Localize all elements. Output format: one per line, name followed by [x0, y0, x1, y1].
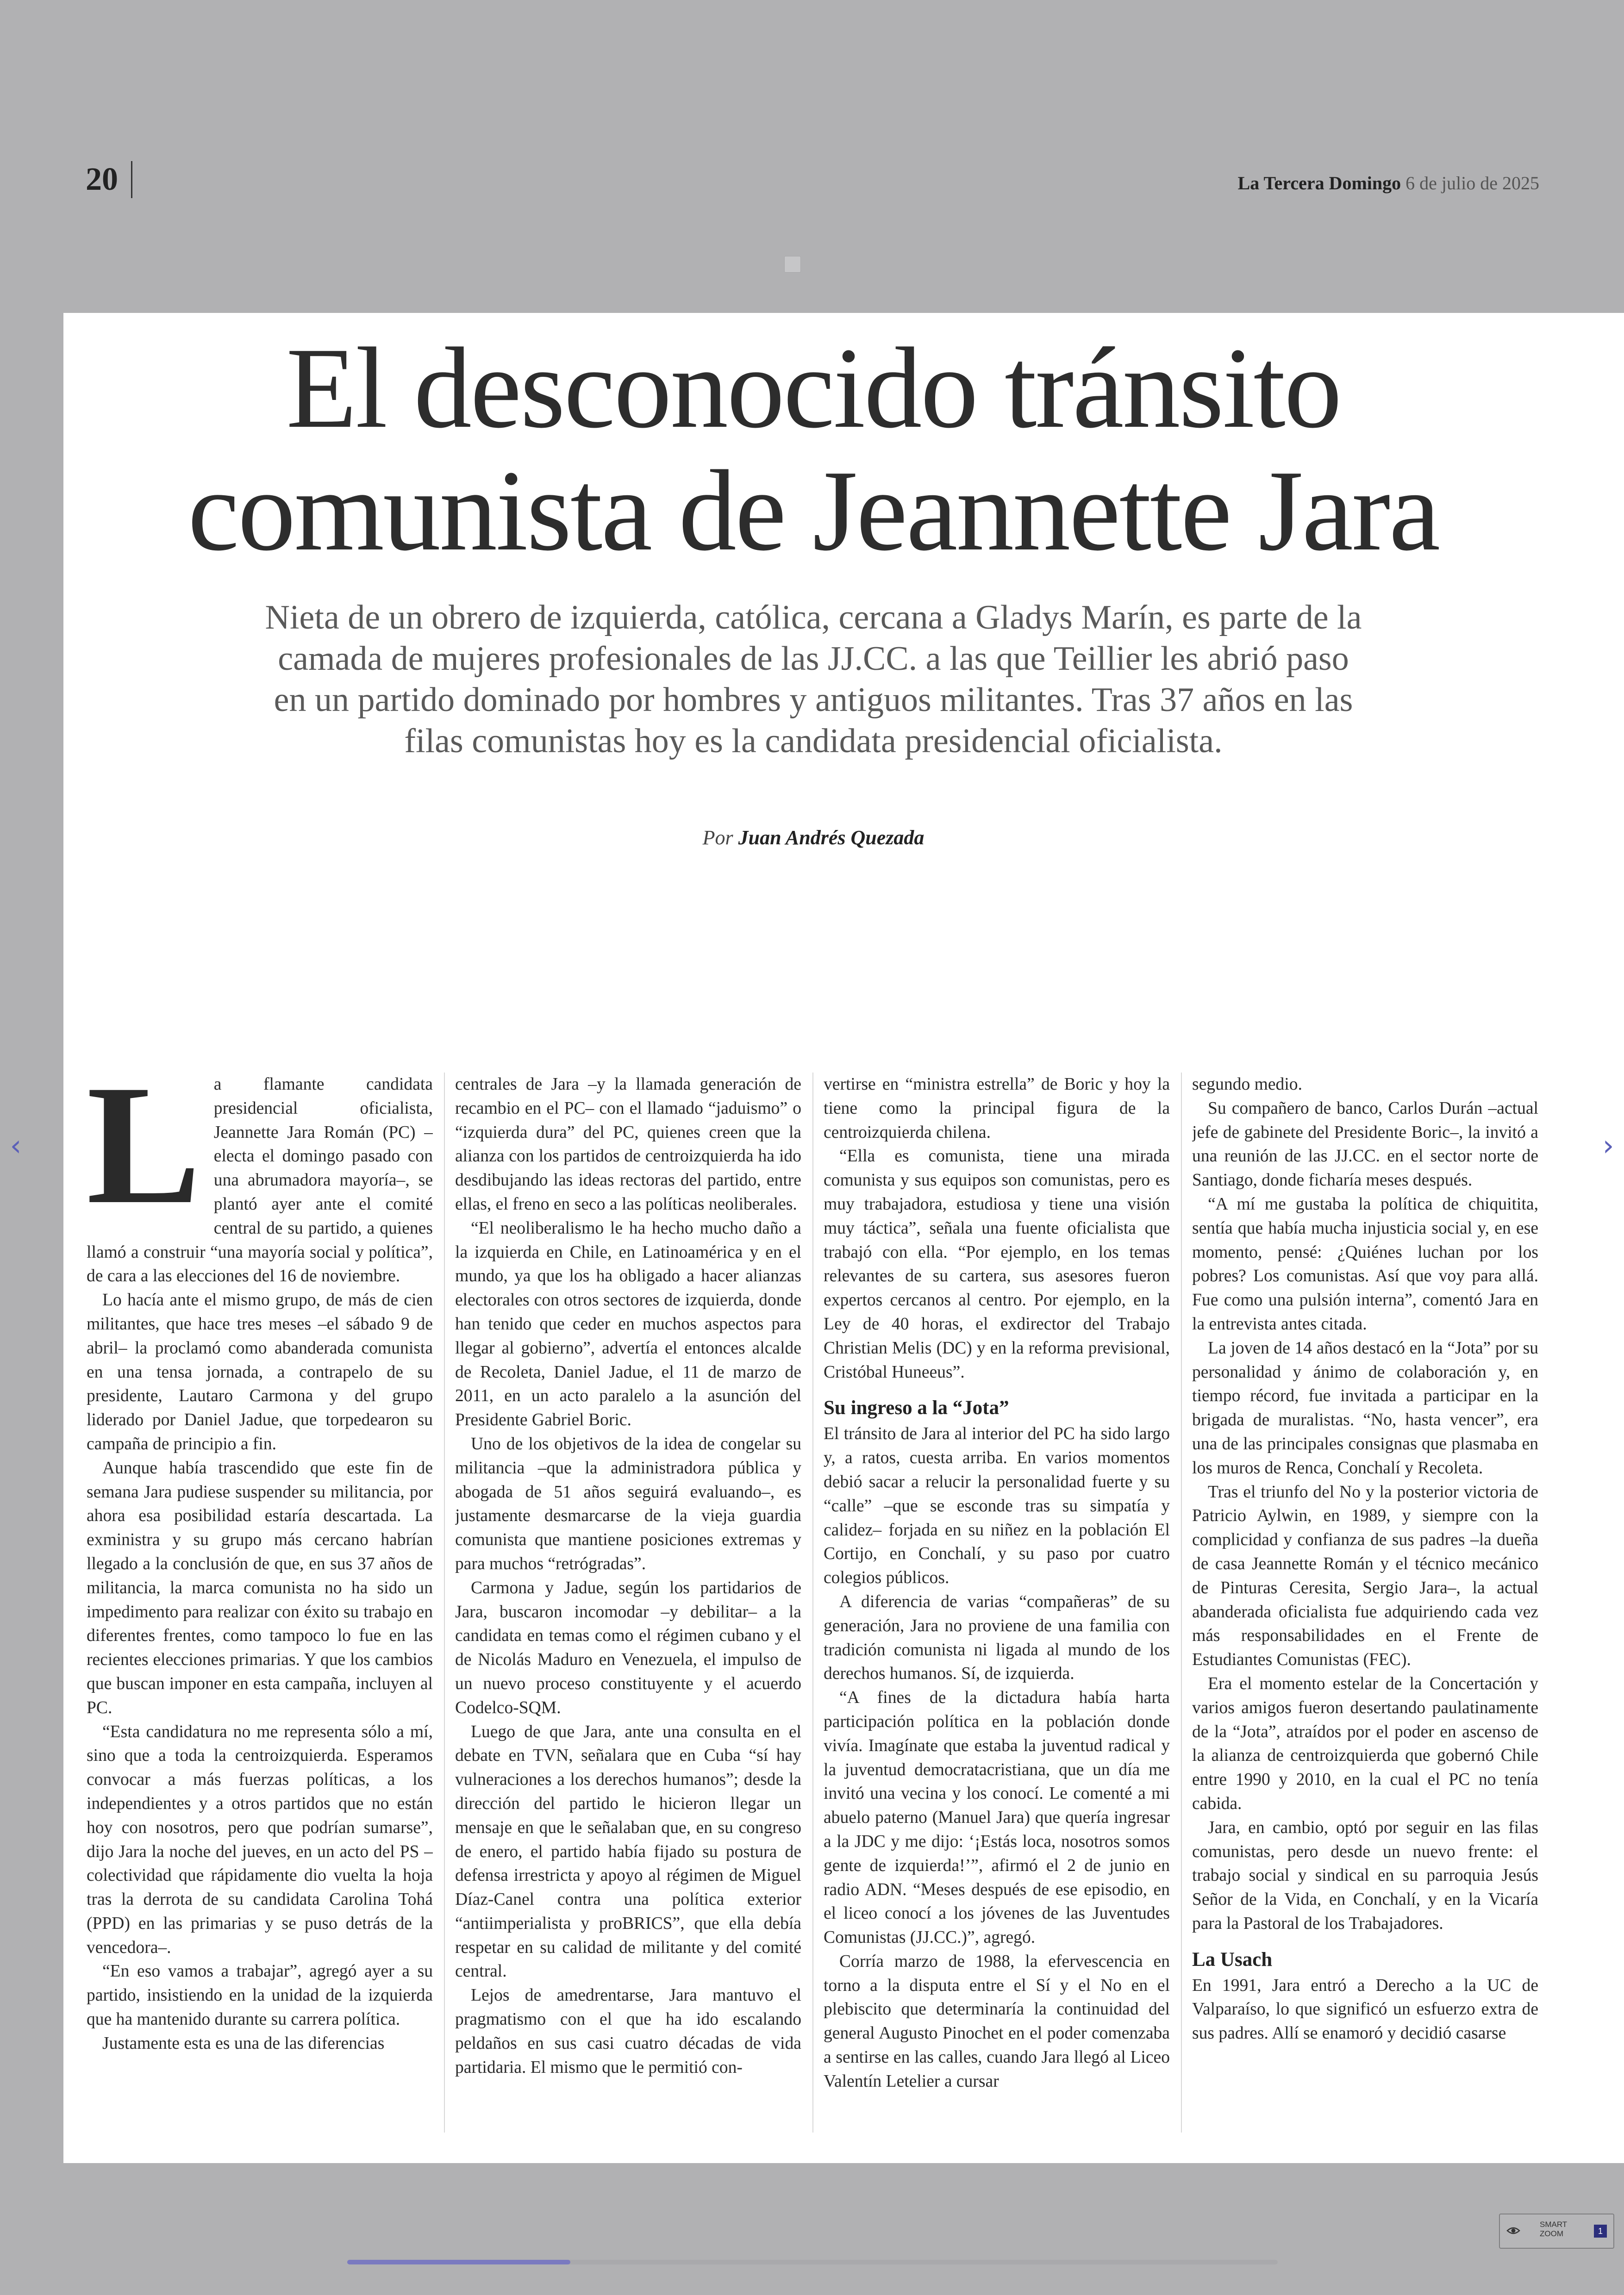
subheading: Su ingreso a la “Jota”	[824, 1397, 1009, 1419]
column-4	[1192, 1073, 1538, 2133]
paragraph: vertirse en “ministra estrella” de Boric y hoy la tiene como la principal figura de la centroizquierda chilena.	[824, 1075, 1170, 1142]
paragraph: Lo hacía ante el mismo grupo, de más de cien militantes, que hace tres meses –el sábado 9 de abril– la proclamó como abanderada comunista en una tensa jornada, a contrapelo de su presidente, Lautaro Carmona y del grupo liderado por Daniel Jadue, que torpedearon su campaña de principio a fin.	[87, 1291, 433, 1453]
column-2	[455, 1073, 801, 2133]
paragraph: “A mí me gustaba la política de chiquitita, sentía que había mucha injusticia social y, en ese momento, pensé: ¿Quiénes luchan por los pobres? Los comunistas. Así que voy para allá. Fue como una pulsión interna”, comentó Jara en la entrevista antes citada.	[1192, 1194, 1538, 1334]
paragraph: a flamante candidata presidencial oficialista, Jeannette Jara Román (PC) –electa el domingo pasado con una abrumadora mayoría–, se plantó ayer ante el comité central de su partido, a quienes llamó a construir “una mayoría social y política”, de cara a las elecciones del 16 de noviembre.	[87, 1075, 433, 1286]
paragraph: “El neoliberalismo le ha hecho mucho daño a la izquierda en Chile, en Latinoamérica y en el mundo, ya que los ha obligado a hacer alianzas electorales con otros sectores de izquierda, donde han tenido que ceder en muchos aspectos para llegar al gobierno”, advertía el entonces alcalde de Recoleta, Daniel Jadue, el 11 de marzo de 2011, en un acto paralelo a la asunción del Presidente Gabriel Boric.	[455, 1218, 801, 1430]
eye-icon	[1506, 2224, 1520, 2238]
prev-page-button[interactable]: ‹	[10, 1129, 22, 1162]
paragraph: La joven de 14 años destacó en la “Jota” por su personalidad y ánimo de colaboración y, en tiempo récord, fue invitada a participar en la brigada de muralistas. “No, hasta vencer”, era una de las principales consignas que plasmaba en los muros de Renca, Conchalí y Recoleta.	[1192, 1338, 1538, 1478]
column-3	[824, 1073, 1170, 2133]
paragraph: Era el momento estelar de la Concertación y varios amigos fueron desertando paulatinamente de la “Jota”, atraídos por el poder en ascenso de la alianza de centroizquierda que gobernó Chile entre 1990 y 2010, en la cual el PC no tenía cabida.	[1192, 1674, 1538, 1813]
paragraph: Uno de los objetivos de la idea de congelar su militancia –que la administradora pública y abogada de 51 años seguirá evaluando–, es justamente desmarcarse de la vieja guardia comunista que mantiene posiciones extremas y para muchos “retrógradas”.	[455, 1434, 801, 1573]
column-1	[87, 1073, 433, 2133]
drop-cap: L	[87, 1073, 201, 1240]
paragraph: “Ella es comunista, tiene una mirada comunista y sus equipos son comunistas, pero es muy trabajadora, estudiosa y tiene una visión muy táctica”, señala una fuente oficialista que trabajó con ella. “Por ejemplo, en los temas relevantes de su cartera, sus asesores fueron expertos cercanos al centro. Por ejemplo, en la Ley de 40 horas, el exdirector del Trabajo Christian Melis (DC) y en la reforma previsional, Cristóbal Huneeus”.	[824, 1147, 1170, 1382]
paragraph: segundo medio.	[1192, 1075, 1302, 1094]
byline-prefix: Por	[702, 826, 733, 849]
article-body	[87, 1073, 1538, 2133]
paragraph: Justamente esta es una de las diferencias	[102, 2033, 385, 2053]
paragraph: A diferencia de varias “compañeras” de su generación, Jara no proviene de una familia con tradición comunista ni ligada al mundo de los derechos humanos. Sí, de izquierda.	[824, 1592, 1170, 1684]
paragraph: Luego de que Jara, ante una consulta en el debate en TVN, señalara que en Cuba “sí hay vulneraciones a los derechos humanos”; desde la dirección del partido le hicieron llegar un mensaje en que le señalaban que, en su congreso de enero, el partido había fijado su postura de defensa irrestricta y apoyo al régimen de Miguel Díaz-Canel contra una política exterior “antiimperialista y proBRICS”, que ella debía respetar en su calidad de militante y del comité central.	[455, 1722, 801, 1981]
publication-info	[1238, 172, 1539, 194]
reading-progress-fill	[347, 2260, 570, 2264]
smart-zoom-badge: 1	[1594, 2225, 1607, 2238]
paragraph: Su compañero de banco, Carlos Durán –actual jefe de gabinete del Presidente Boric–, la invitó a una reunión de las JJ.CC. en el sector norte de Santiago, donde ficharía meses después.	[1192, 1098, 1538, 1190]
paragraph: Tras el triunfo del No y la posterior victoria de Patricio Aylwin, en 1989, y siempre con la complicidad y confianza de sus padres –la dueña de casa Jeannette Román y el técnico mecánico de Pinturas Ceresita, Sergio Jara–, la actual abanderada oficialista fue adquiriendo cada vez más responsabilidades en el Frente de Estudiantes Comunistas (FEC).	[1192, 1482, 1538, 1670]
paragraph: “Esta candidatura no me representa sólo a mí, sino que a toda la centroizquierda. Esperamos convocar a más fuerzas políticas, a los independientes y a otros partidos que no están hoy con nosotros, pero que podrían sumarse”, dijo Jara la noche del jueves, en un acto del PS –colectividad que rápidamente dio vuelta la hoja tras la derrota de su candidata Carolina Tohá (PPD) en las primarias y se puso detrás de la vencedora–.	[87, 1722, 433, 1957]
paragraph: centrales de Jara –y la llamada generación de recambio en el PC– con el llamado “jaduismo” o “izquierda dura” del PC, quienes creen que la alianza con los partidos de centroizquierda ha ido desdibujando las ideas rectoras del partido, entre ellas, el freno en seco a las políticas neoliberales.	[455, 1075, 801, 1214]
article-page	[63, 313, 1624, 2163]
paragraph: El tránsito de Jara al interior del PC ha sido largo y, a ratos, cuesta arriba. En varios momentos debió sacar a relucir la personalidad fuerte y su “calle” –que se esconde tras su simpatía y calidez– forjada en su niñez en la población El Cortijo, en Conchalí, y su paso por cuatro colegios públicos.	[824, 1424, 1170, 1588]
headline: El desconocido tránsito comunista de Jeannette Jara	[187, 324, 1439, 575]
paragraph: Lejos de amedrentarse, Jara mantuvo el pragmatismo con el que ha ido escalando peldaños en sus casi cuatro décadas de vida partidaria. El mismo que le permitió con-	[455, 1986, 801, 2077]
paragraph: Aunque había trascendido que este fin de semana Jara pudiese suspender su militancia, por ahora esa posibilidad estaría descartada. La exministra y su grupo más cercano habrían llegado a la conclusión de que, en sus 37 años de militancia, la marca comunista no ha sido un impedimento para realizar con éxito su trabajo en diferentes frentes, como tampoco lo fue en las recientes elecciones primarias. Y que los cambios que buscan imponer en esta campaña, incluyen al PC.	[87, 1458, 433, 1717]
publication-date: 6 de julio de 2025	[1405, 173, 1539, 193]
smart-zoom-label: SMART ZOOM	[1540, 2220, 1568, 2238]
paragraph: Jara, en cambio, optó por seguir en las filas comunistas, pero desde un nuevo frente: el trabajo social y sindical en su parroquia Jesús Señor de la Vida, en Conchalí, y en la Vicaría para la Pastoral de los Trabajadores.	[1192, 1818, 1538, 1933]
paragraph: Corría marzo de 1988, la efervescencia en torno a la disputa entre el Sí y el No en el plebiscito que determinaría la continuidad del general Augusto Pinochet en el poder comenzaba a sentirse en las calles, cuando Jara llegó al Liceo Valentín Letelier a cursar	[824, 1952, 1170, 2091]
column-rule	[812, 1073, 813, 2133]
page-header	[86, 161, 1539, 203]
deck: Nieta de un obrero de izquierda, católica, cercana a Gladys Marín, es parte de la camada de mujeres profesionales de las JJ.CC. a las que Teillier les abrió paso en un partido dominado por hombres y antiguos militantes. Tras 37 años en las filas comunistas hoy es la candidata presidencial oficialista.	[265, 599, 1362, 760]
smart-zoom-button[interactable]	[1499, 2214, 1614, 2249]
page-marker-icon[interactable]	[784, 256, 801, 273]
column-rule	[1181, 1073, 1182, 2133]
byline	[63, 826, 1563, 849]
reading-progress-bar[interactable]	[347, 2260, 1278, 2264]
paragraph: “A fines de la dictadura había harta participación política en la población donde vivía. Imagínate que estaba la juventud radical y la juventud democratacristiana, que un día me invitó una vecina y los conocí. Le comenté a mi abuelo paterno (Manuel Jara) que quería ingresar a la JDC y me dijo: ‘¡Estás loca, nosotros somos gente de izquierda!’”, afirmó el 2 de junio en radio ADN. “Meses después de ese episodio, en el liceo conocí a los jóvenes de las Juventudes Comunistas (JJ.CC.)”, agregó.	[824, 1688, 1170, 1947]
paragraph: Carmona y Jadue, según los partidarios de Jara, buscaron incomodar –y debilitar– a la candidata en temas como el régimen cubano y el de Nicolás Maduro en Venezuela, el impulso de un nuevo proceso constituyente y el acuerdo Codelco-SQM.	[455, 1578, 801, 1717]
byline-author: Juan Andrés Quezada	[738, 826, 924, 849]
paragraph: En 1991, Jara entró a Derecho a la UC de Valparaíso, lo que significó un esfuerzo extra de sus padres. Allí se enamoró y decidió casarse	[1192, 1976, 1538, 2043]
paragraph: “En eso vamos a trabajar”, agregó ayer a su partido, insistiendo en la unidad de la izquierda que ha mantenido durante su carrera política.	[87, 1962, 433, 2029]
subheading: La Usach	[1192, 1948, 1273, 1971]
column-rule	[444, 1073, 445, 2133]
page-number: 20	[86, 161, 132, 198]
next-page-button[interactable]: ›	[1602, 1129, 1614, 1162]
publication-name: La Tercera Domingo	[1237, 173, 1401, 193]
